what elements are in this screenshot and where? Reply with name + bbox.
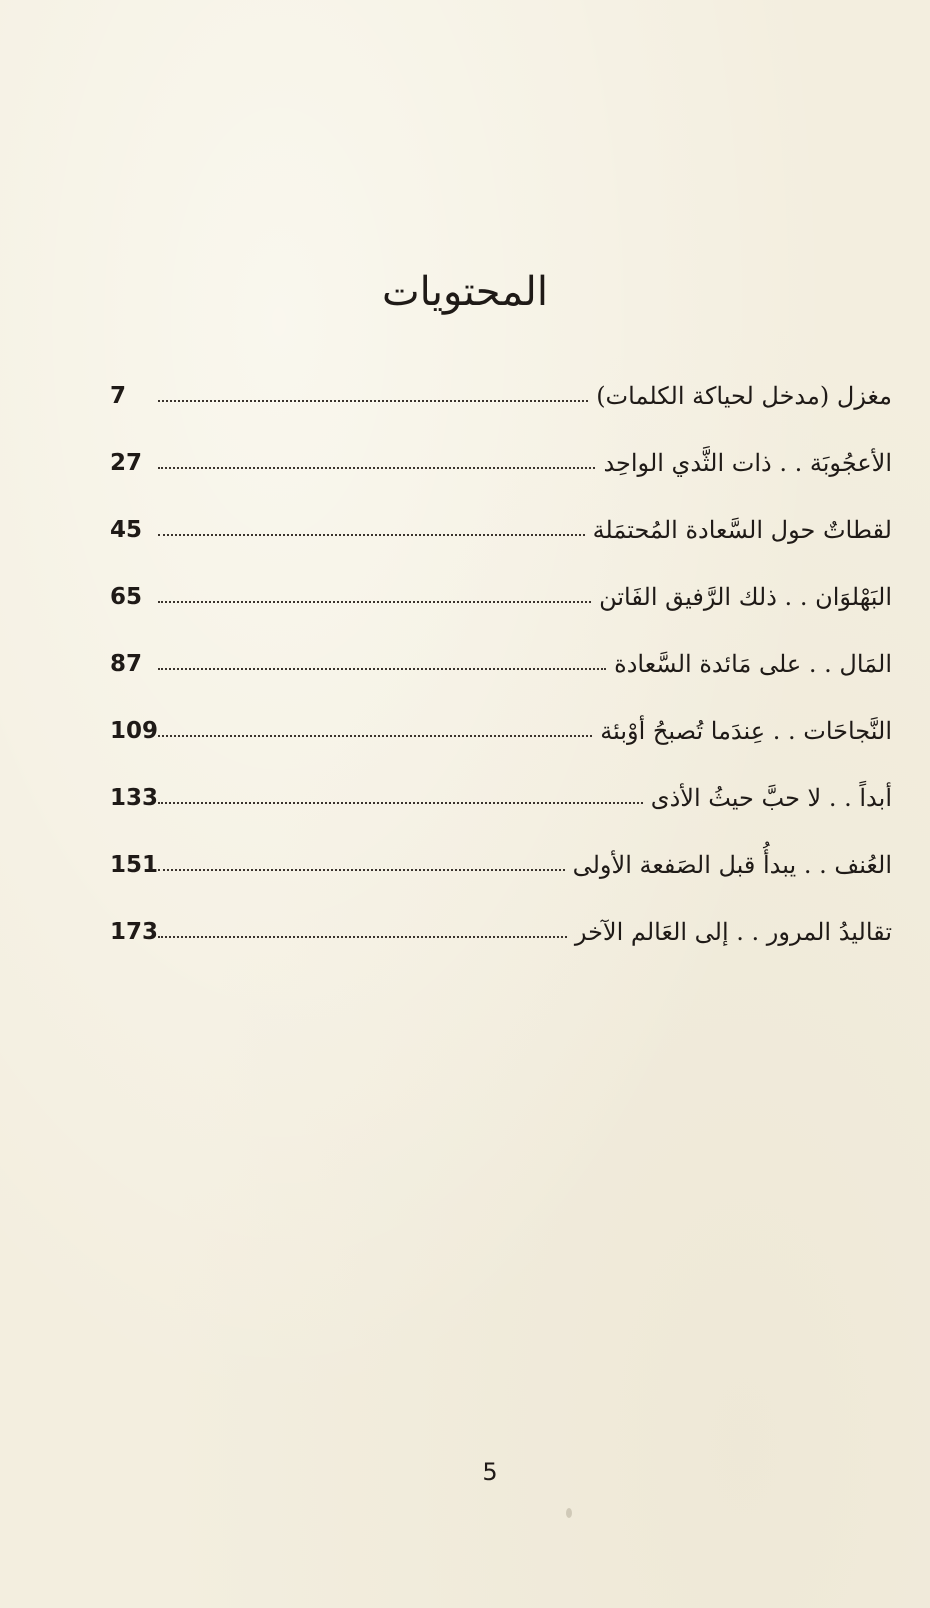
toc-entry-page: 87 — [110, 650, 143, 677]
toc-entry-page: 7 — [110, 382, 127, 409]
paper-speck — [566, 1508, 572, 1518]
page-number: 5 — [482, 1458, 498, 1486]
toc-entry-title: مغزل (مدخل لحياكة الكلمات) — [596, 381, 892, 410]
toc-dot-leader — [158, 601, 591, 603]
toc-dot-leader — [158, 735, 592, 737]
toc-dot-leader — [158, 869, 565, 871]
toc-entry-title: البَهْلوَان . . ذلك الرَّفيق الفَاتن — [599, 582, 892, 611]
toc-entry-page: 45 — [110, 516, 143, 543]
toc-entry — [110, 697, 892, 764]
toc-dot-leader — [158, 467, 595, 469]
toc-entry-title: لقطاتٌ حول السَّعادة المُحتمَلة — [592, 515, 892, 544]
toc-entry-title: النَّجاحَات . . عِندَما تُصبحُ أوْبئة — [600, 716, 892, 745]
toc-dot-leader — [158, 668, 606, 670]
toc-entry-title: أبداً . . لا حبَّ حيثُ الأذى — [650, 783, 892, 812]
toc-entry — [110, 496, 892, 563]
toc-entry — [110, 831, 892, 898]
toc-entry-page: 65 — [110, 583, 143, 610]
toc-entry-title: المَال . . على مَائدة السَّعادة — [614, 649, 892, 678]
toc-entry-title: العُنف . . يبدأُ قبل الصَفعة الأولى — [572, 850, 892, 879]
toc-entry-title: الأعجُوبَة . . ذات الثَّدي الواحِد — [603, 448, 892, 477]
toc-entry-page: 27 — [110, 449, 143, 476]
page-title: المحتويات — [382, 269, 548, 315]
toc-entry-page: 109 — [110, 717, 159, 744]
toc-entry-title: تقاليدُ المرور . . إلى العَالم الآخر — [574, 917, 892, 946]
toc-entry — [110, 362, 892, 429]
table-of-contents — [110, 362, 892, 965]
toc-entry-page: 133 — [110, 784, 159, 811]
toc-entry — [110, 630, 892, 697]
toc-entry — [110, 764, 892, 831]
toc-entry-page: 173 — [110, 918, 159, 945]
toc-dot-leader — [158, 936, 567, 938]
toc-entry — [110, 563, 892, 630]
toc-dot-leader — [158, 802, 643, 804]
toc-entry — [110, 429, 892, 496]
toc-entry — [110, 898, 892, 965]
toc-entry-page: 151 — [110, 851, 159, 878]
toc-dot-leader — [158, 400, 588, 402]
toc-dot-leader — [158, 534, 585, 536]
